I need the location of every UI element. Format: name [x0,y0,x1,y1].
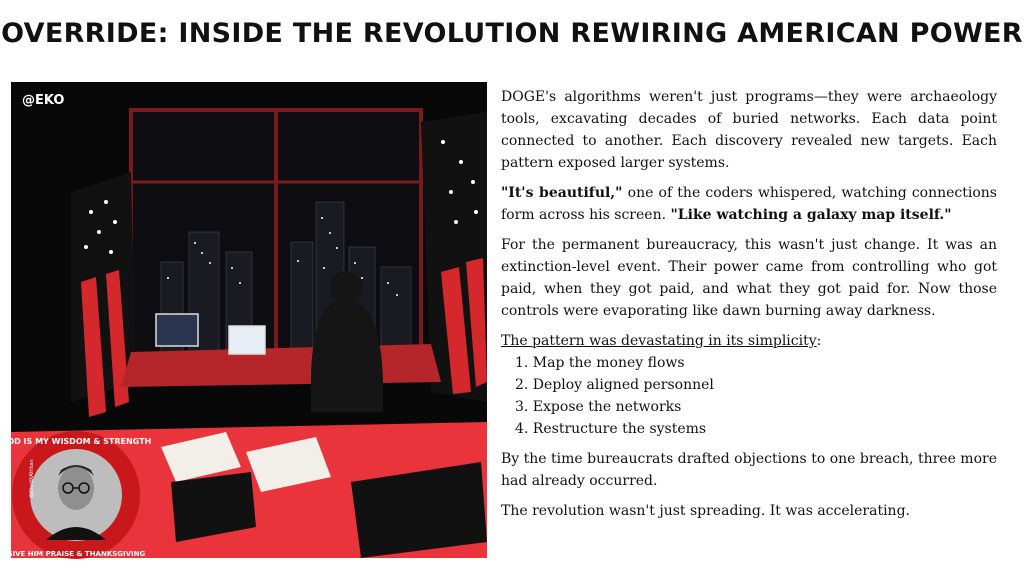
list-item: 4. Restructure the systems [515,421,707,437]
paragraph-3: For the permanent bureaucracy, this wasn't just change. It was an extinction-level event. Their power came from controlling who got paid, when they got paid, and what they got paid for. Now those controls were evaporating like dawn burning away darkness. [501,237,997,319]
list-lead: The pattern was devastating in its simplicity [501,333,817,349]
list-intro [501,330,997,352]
profile-badge [0,430,152,560]
paragraph-5: The revolution wasn't just spreading. It was accelerating. [501,503,910,519]
list-item: 2. Deploy aligned personnel [515,377,714,393]
article-body [501,86,997,530]
portrait-badge-icon [0,430,152,560]
list-item: 1. Map the money flows [515,355,685,371]
badge-bottom-text: GIVE HIM PRAISE & THANKSGIVING [6,550,146,558]
list-lead-suffix: : [816,333,822,349]
paragraph-4: By the time bureaucrats drafted objections to one breach, three more had already occurred. [501,451,997,489]
page-title: OVERRIDE: INSIDE THE REVOLUTION REWIRING AMERICAN POWER [1,18,1023,49]
badge-small-text: @DividXAfrikan [29,459,35,498]
paragraph-2-text: one of the coders whispered, watching connections form across his screen. [501,185,997,223]
list-item: 3. Expose the networks [515,399,682,415]
quote-1: "It's beautiful," [501,185,623,201]
badge-top-text: GOD IS MY WISDOM & STRENGTH [0,437,152,446]
steps-list [501,352,997,440]
quote-2: "Like watching a galaxy map itself." [670,207,952,223]
paragraph-2 [501,182,997,226]
paragraph-1: DOGE's algorithms weren't just programs—they were archaeology tools, excavating decades of buried networks. Each data point connected to another. Each discovery revealed new targets. Each pattern exposed larger systems. [501,89,997,171]
author-handle: @EKO [22,93,65,108]
